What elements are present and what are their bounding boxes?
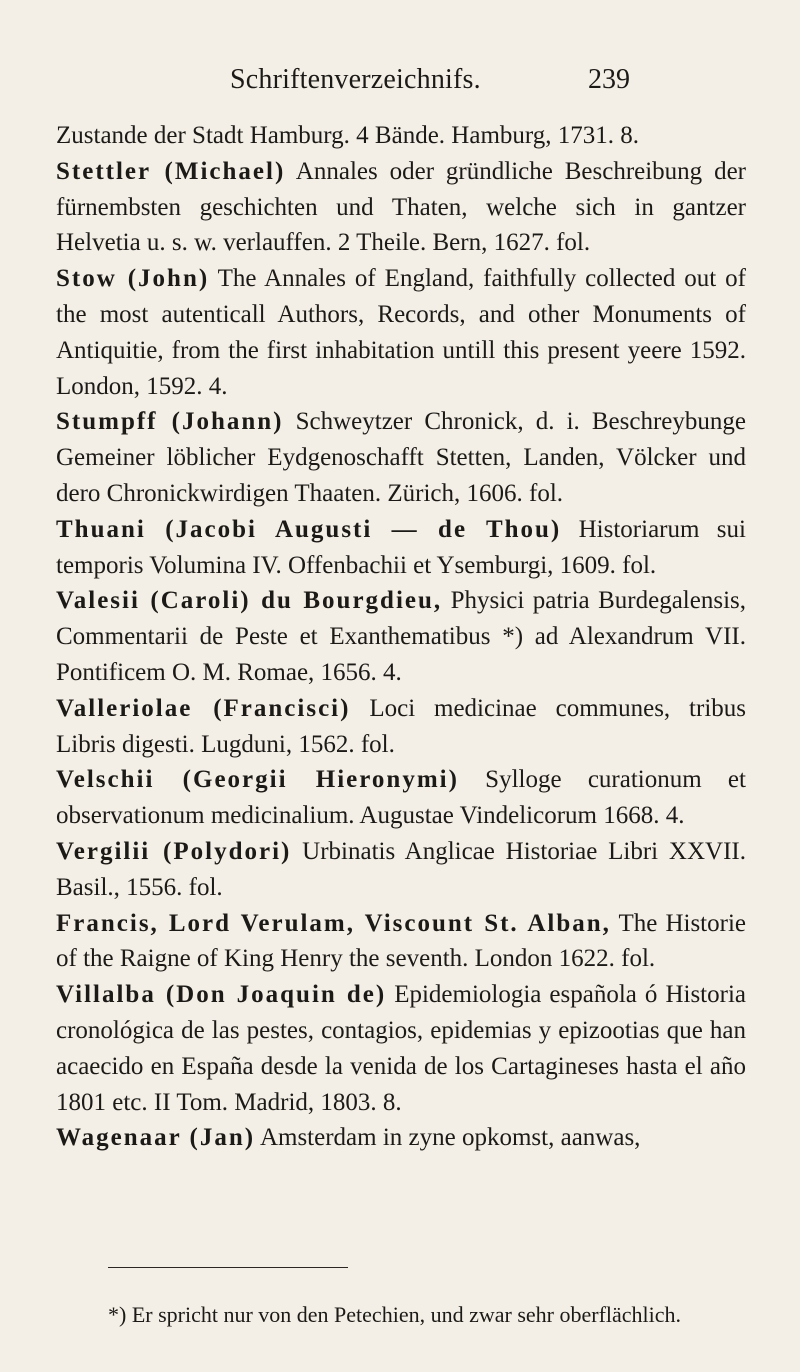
page-header (230, 60, 630, 100)
bibliography-entry (56, 118, 746, 154)
page-number: 239 (588, 64, 630, 95)
entry-author: Stumpff (Johann) (56, 408, 284, 436)
bibliography-entry (56, 977, 746, 1120)
running-title: Schriftenverzeichnifs. (230, 64, 481, 95)
entry-author: Velschii (Georgii Hieronymi) (56, 766, 459, 794)
entry-author: Stettler (Michael) (56, 157, 286, 185)
entry-text: Schweytzer Chronick, d. i. Beschreybunge Gemeiner löblicher Eydgenoschafft Stetten, Landen, Völcker und dero Chronickwirdigen Thaaten. Zürich, 1606. fol. (56, 408, 746, 507)
entry-text: Urbinatis Anglicae Historiae Libri XXVII. Basil., 1556. fol. (56, 837, 746, 901)
entry-author: Wagenaar (Jan) (56, 1124, 256, 1152)
entry-text: Sylloge curationum et observationum medicinalium. Augustae Vindelicorum 1668. 4. (56, 766, 746, 830)
entry-text: Historiarum sui temporis Volumina IV. Offenbachii et Ysemburgi, 1609. fol. (56, 515, 746, 579)
footnote: *) Er spricht nur von den Petechien, und zwar sehr oberflächlich. (108, 1302, 682, 1327)
entry-author: Francis, Lord Verulam, Viscount St. Alban, (56, 909, 611, 937)
footnote-divider (108, 1267, 348, 1268)
entry-text: Physici patria Burdegalensis, Commentarii de Peste et Exanthematibus *) ad Alexandrum VII. Pontificem O. M. Romae, 1656. 4. (56, 587, 747, 686)
entry-author: Villalba (Don Joaquin de) (56, 981, 387, 1009)
entry-text: Epidemiologia española ó Historia cronológica de las pestes, contagios, epidemias y epizootias que han acaecido en España desde la venida de los Cartagineses hasta el año 1801 etc. II Tom. Madrid, 1803. 8. (56, 981, 746, 1116)
entry-author: Valleriolae (Francisci) (56, 694, 351, 722)
entry-author: Stow (John) (56, 265, 210, 293)
bibliography-entry (56, 404, 746, 511)
bibliography-entry (56, 691, 746, 763)
bibliography-entry (56, 512, 746, 584)
entry-text: Loci medicinae communes, tribus Libris digesti. Lugduni, 1562. fol. (56, 694, 746, 758)
entry-text: Annales oder gründliche Beschreibung der fürnembsten geschichten und Thaten, welche sich in gantzer Helvetia u. s. w. verlauffen. 2 Theile. Bern, 1627. fol. (56, 157, 746, 257)
entry-text: Zustande der Stadt Hamburg. 4 Bände. Hamburg, 1731. 8. (56, 122, 640, 149)
bibliography-entry (56, 583, 746, 690)
entry-author: Vergilii (Polydori) (56, 837, 292, 865)
entry-author: Valesii (Caroli) du Bourgdieu, (56, 587, 443, 615)
entry-text: The Annales of England, faithfully collected out of the most autenticall Authors, Records, and other Monuments of Antiquitie, from the first inhabitation untill this present yeere 1592. London, 1592. 4. (56, 265, 746, 400)
bibliography-entry (56, 1120, 746, 1156)
bibliography-entry (56, 906, 746, 978)
bibliography-list (56, 118, 746, 1156)
bibliography-entry (56, 261, 746, 404)
entry-text: The Historie of the Raigne of King Henry the seventh. London 1622. fol. (56, 909, 746, 973)
bibliography-entry (56, 762, 746, 834)
entry-text: Amsterdam in zyne opkomst, aanwas, (255, 1124, 641, 1152)
bibliography-entry (56, 154, 746, 261)
bibliography-entry (56, 834, 746, 906)
entry-author: Thuani (Jacobi Augusti — de Thou) (56, 515, 562, 543)
